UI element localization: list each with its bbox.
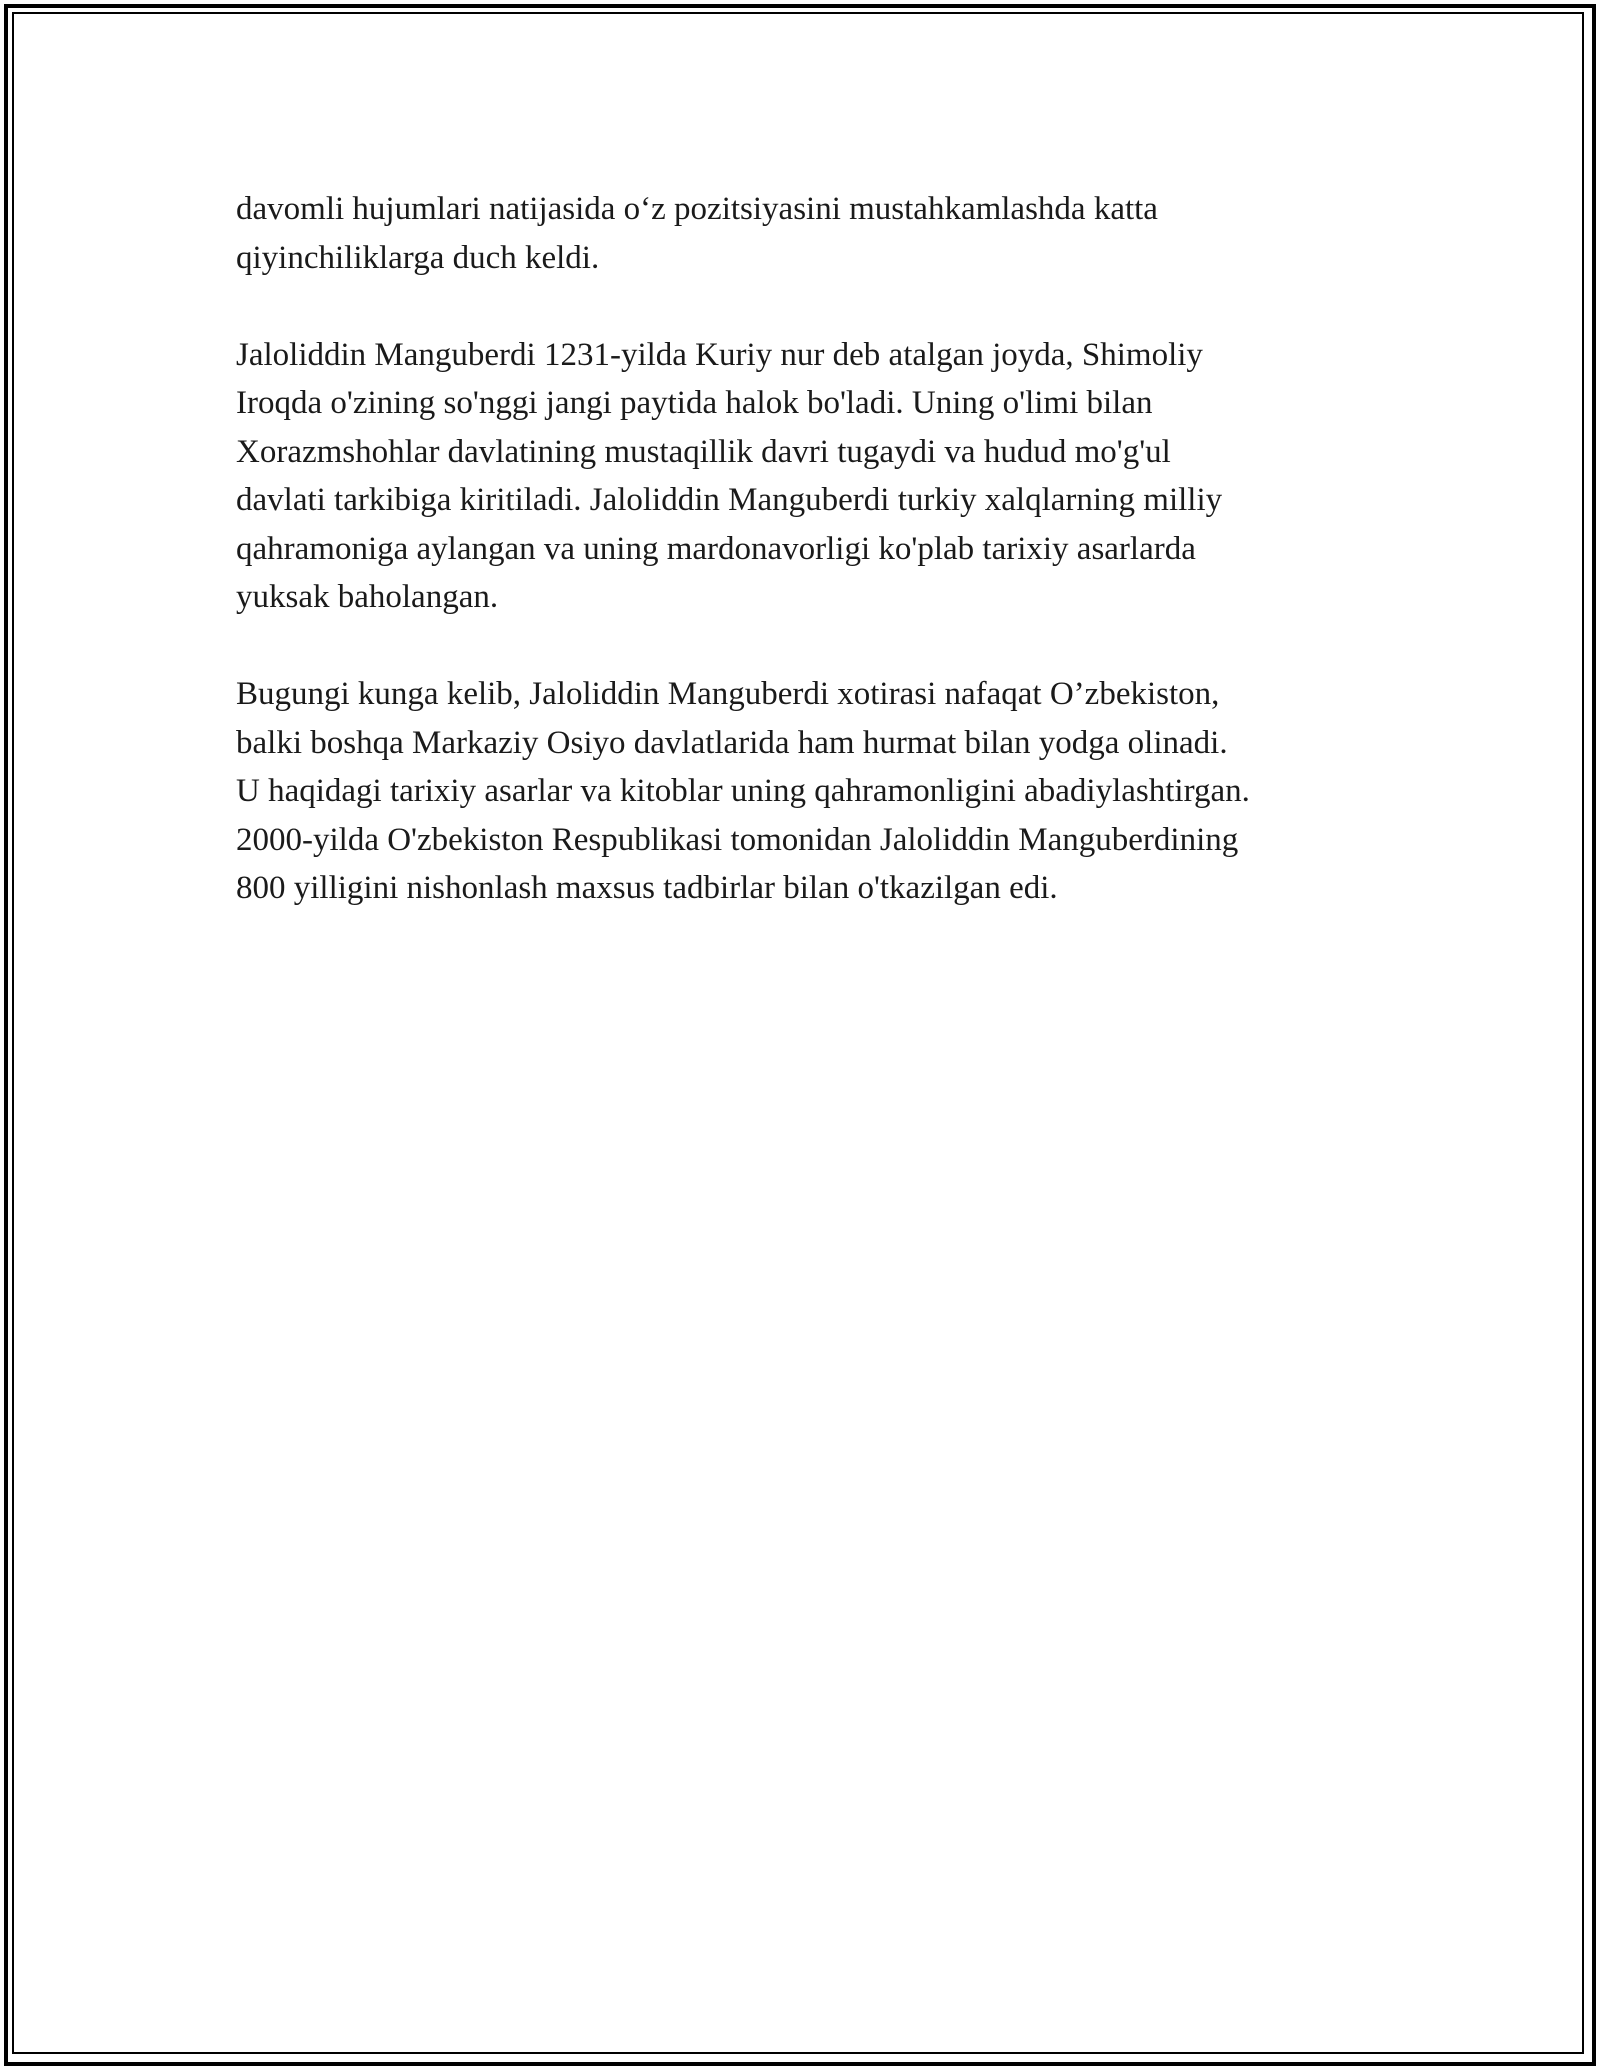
text-line: davlati tarkibiga kiritiladi. Jaloliddin Manguberdi turkiy xalqlarning milliy bbox=[236, 482, 1223, 518]
paragraph-1 bbox=[236, 185, 1396, 282]
text-line: 800 yilligini nishonlash maxsus tadbirlar bilan o'tkazilgan edi. bbox=[236, 870, 1058, 906]
text-line: Jaloliddin Manguberdi 1231-yilda Kuriy nur deb atalgan joyda, Shimoliy bbox=[236, 336, 1203, 373]
paragraph-2 bbox=[236, 331, 1396, 622]
text-line: davomli hujumlari natijasida o‘z pozitsiyasini mustahkamlashda katta bbox=[236, 191, 1158, 227]
text-line: Iroqda o'zining so'nggi jangi paytida halok bo'ladi. Uning o'limi bilan bbox=[236, 385, 1153, 421]
text-line: qahramoniga aylangan va uning mardonavorligi ko'plab tarixiy asarlarda bbox=[236, 530, 1196, 567]
text-line: balki boshqa Markaziy Osiyo davlatlarida ham hurmat bilan yodga olinadi. bbox=[236, 724, 1228, 761]
text-line: Bugungi kunga kelib, Jaloliddin Manguberdi xotirasi nafaqat O’zbekiston, bbox=[236, 676, 1220, 712]
paragraph-3 bbox=[236, 670, 1396, 913]
text-line: qiyinchiliklarga duch keldi. bbox=[236, 239, 600, 276]
text-line: U haqidagi tarixiy asarlar va kitoblar uning qahramonligini abadiylashtirgan. bbox=[236, 773, 1250, 809]
text-line: Xorazmshohlar davlatining mustaqillik davri tugaydi va hudud mo'g'ul bbox=[236, 433, 1171, 470]
text-line: yuksak baholangan. bbox=[236, 579, 499, 615]
document-body bbox=[236, 185, 1396, 961]
text-line: 2000-yilda O'zbekiston Respublikasi tomonidan Jaloliddin Manguberdining bbox=[236, 821, 1239, 858]
